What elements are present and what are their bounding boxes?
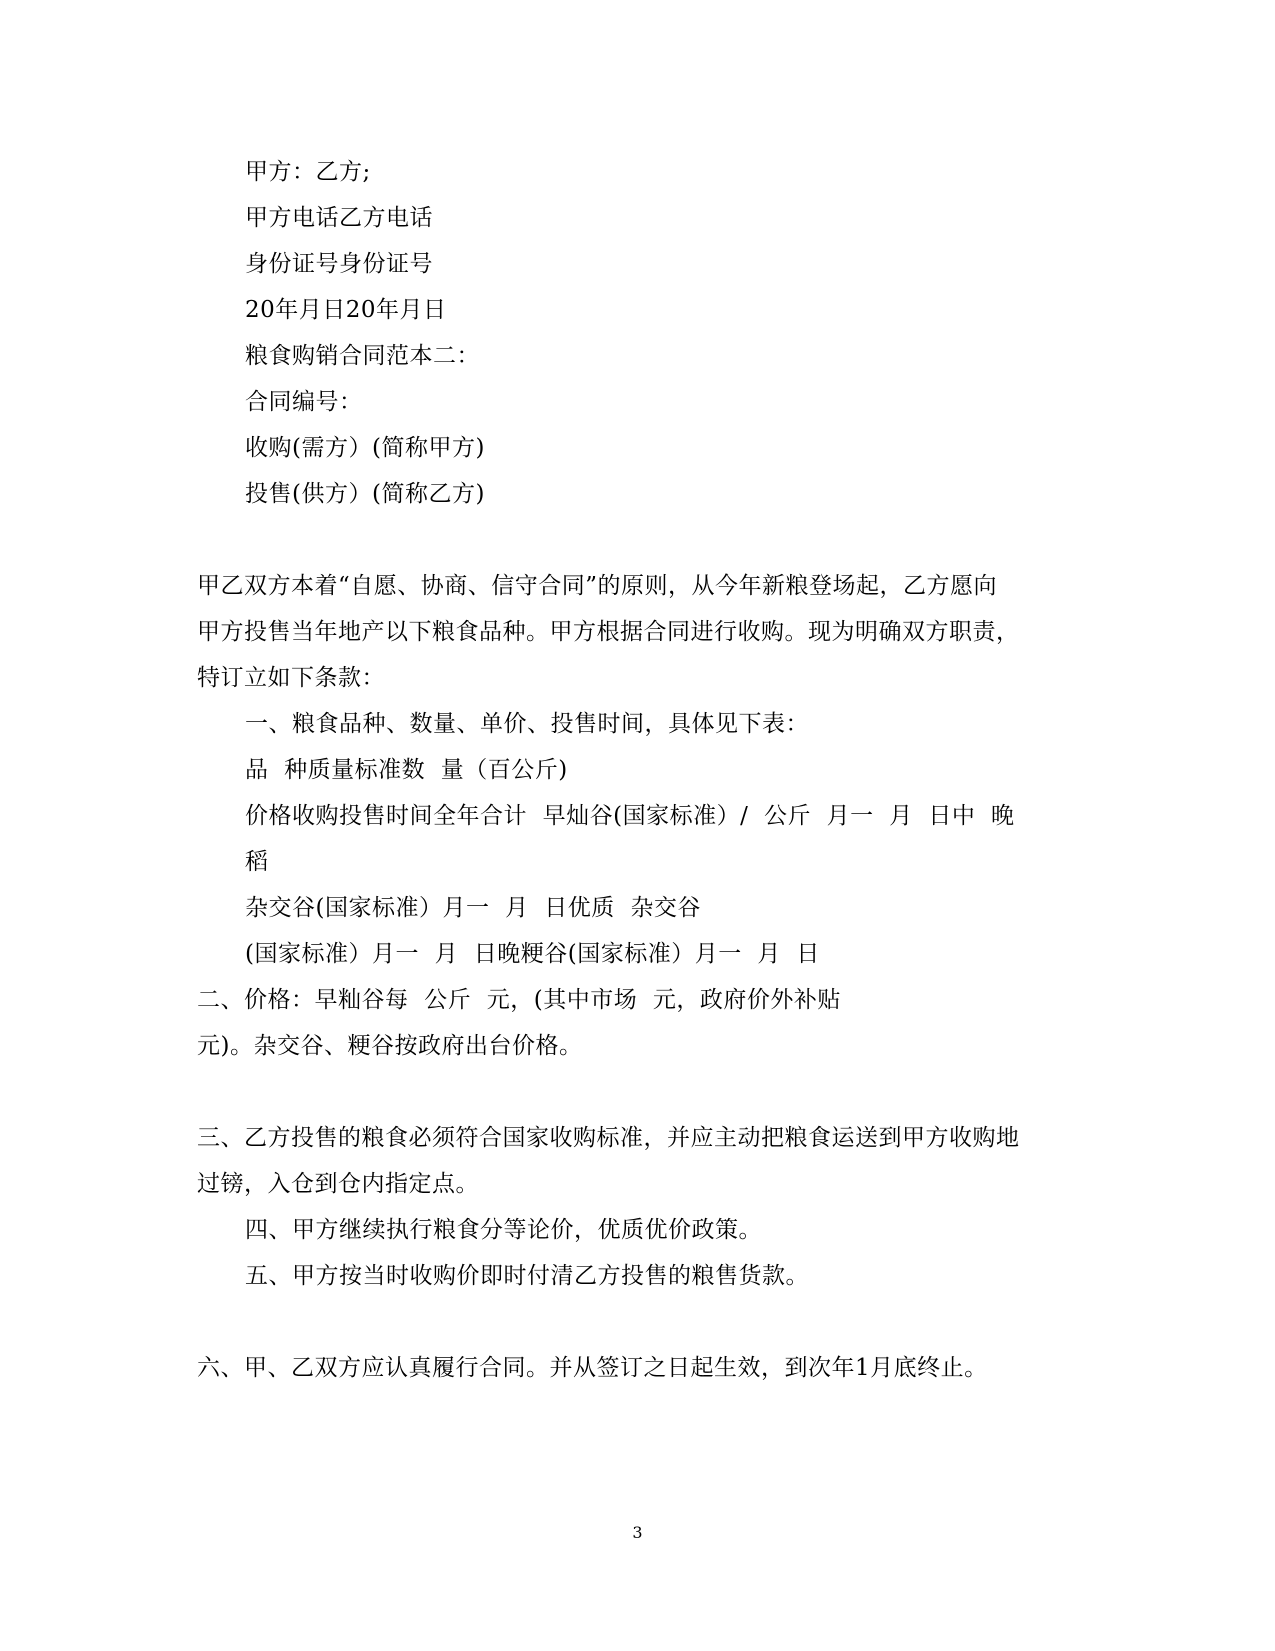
text-line: 甲方电话乙方电话 (245, 205, 433, 231)
paragraph-line: 甲方投售当年地产以下粮食品种。甲方根据合同进行收购。现为明确双方职责， (197, 619, 1020, 645)
text-line: 合同编号： (245, 389, 363, 415)
clause-line: 二、价格：早籼谷每 公斤 元，(其中市场 元，政府价外补贴 (197, 987, 841, 1013)
clause-line: 四、甲方继续执行粮食分等论价，优质优价政策。 (245, 1217, 762, 1243)
table-text-line: 品 种质量标准数 量（百公斤) (245, 757, 568, 783)
clause-line: 三、乙方投售的粮食必须符合国家收购标准，并应主动把粮食运送到甲方收购地 (197, 1125, 1020, 1151)
text-line: 身份证号身份证号 (245, 251, 433, 277)
table-text-line: 稻 (245, 849, 269, 875)
clause-line: 元)。杂交谷、粳谷按政府出台价格。 (197, 1033, 583, 1059)
table-text-line: (国家标准）月一 月 日晚粳谷(国家标准）月一 月 日 (245, 941, 820, 967)
text-line: 投售(供方）(简称乙方) (245, 481, 485, 507)
text-line: 粮食购销合同范本二： (245, 343, 480, 369)
clause-line: 五、甲方按当时收购价即时付清乙方投售的粮售货款。 (245, 1263, 809, 1289)
table-text-line: 杂交谷(国家标准）月一 月 日优质 杂交谷 (245, 895, 701, 921)
page-number: 3 (632, 1523, 643, 1542)
text-line: 收购(需方）(简称甲方) (245, 435, 485, 461)
paragraph-line: 特订立如下条款： (197, 665, 385, 691)
table-text-line: 价格收购投售时间全年合计 早灿谷(国家标准）/ 公斤 月一 月 日中 晚 (245, 803, 1015, 829)
clause-line: 过镑，入仓到仓内指定点。 (197, 1171, 479, 1197)
clause-line: 一、粮食品种、数量、单价、投售时间，具体见下表： (245, 711, 809, 737)
clause-line: 六、甲、乙双方应认真履行合同。并从签订之日起生效，到次年1月底终止。 (197, 1355, 988, 1381)
text-line: 甲方：乙方; (245, 159, 371, 185)
paragraph-line: 甲乙双方本着“自愿、协商、信守合同”的原则，从今年新粮登场起，乙方愿向 (197, 573, 998, 599)
text-line: 20年月日20年月日 (245, 297, 447, 323)
